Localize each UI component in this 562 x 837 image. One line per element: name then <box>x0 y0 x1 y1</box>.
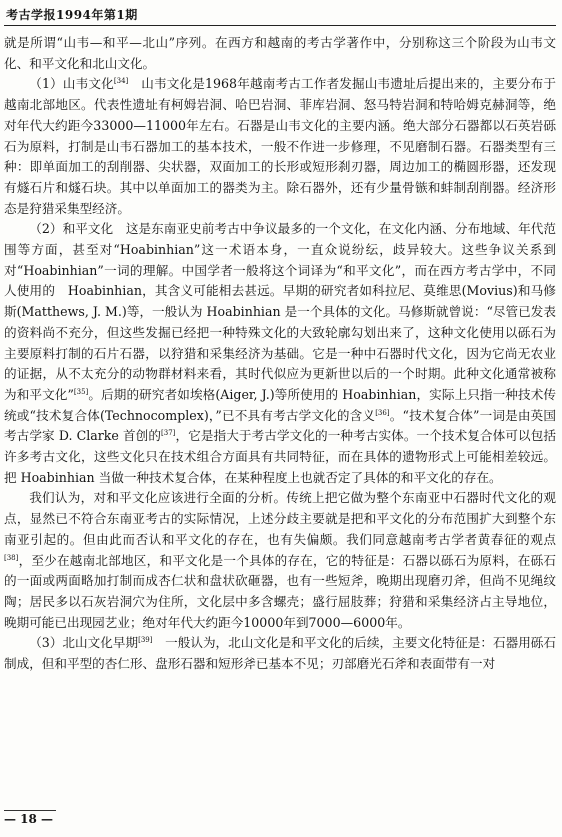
paragraph-text: （2）和平文化 这是东南亚史前考古中争议最多的一个文化，在文化内涵、分布地域、年代范围等方面，甚至对“Hoabinhian”这一术语本身，一直众说纷纭，歧异较大。这些争议关系到对“Hoabinhian”一词的理解。中国学者一般将这个词译为“和平文化”，而在西方考古学中，不同人使用的 Hoabinhian，其含义可能相去甚远。早期的研究者如科拉尼、莫维思(Movius)和马修斯(Matthews, J. M.)等，一般认为 Hoabinhian 是一个具体的文化。马修斯就曾说：“尽管已发表的资料尚不充分，但这些发掘已经把一种特殊文化的大致轮廓勾划出来了，这种文化使用以砾石为主要原料打制的石片石器，以狩猎和采集经济为基础。它是一种中石器时代文化，因为它尚无农业的证据，从不太充分的动物群材料来看，其时代似应为更新世以后的一个时期。此种文化通常被称为和平文化” <box>4 221 556 402</box>
paragraph-text: 。后期的研究者如埃格(Aiger, J.)等所使用的 Hoabinhian，实际上只指一种技术传统或“技术复合体(Technocomplex)，”已不具有考古学文化的含义 <box>4 386 556 423</box>
paragraph-text: 就是所谓“山韦—和平—北山”序列。在西方和越南的考古学著作中，分别称这三个阶段为山韦文化、和平文化和北山文化。 <box>4 35 556 71</box>
paragraph-5 <box>4 633 556 674</box>
paragraph-2 <box>4 74 556 219</box>
paragraph-text: 我们认为，对和平文化应该进行全面的分析。传统上把它做为整个东南亚中石器时代文化的观点，显然已不符合东南亚考古的实际情况，上述分歧主要就是把和平文化的分布范围扩大到整个东南亚引起的。但由此而否认和平文化的存在，也有失偏颇。我们同意越南考古学者黄春征的观点 <box>4 490 556 547</box>
article-body <box>4 33 556 675</box>
citation-ref: [37] <box>161 429 176 438</box>
journal-header: 考古学报1994年第1期 <box>6 8 138 22</box>
paragraph-1 <box>4 33 556 74</box>
paragraph-text: 。“技术复合体”一词是由英国考古学家 D. Clarke 首创的 <box>4 407 556 444</box>
footer-rule <box>4 810 56 811</box>
citation-ref: [35] <box>73 387 89 396</box>
paragraph-text: ，它是指大于考古学文化的一种考古实体。一个技术复合体可以包括许多考古文化，这些文化只在技术组合方面具有共同特征，而在具体的遗物形式上可能相差较远。把 Hoabinhian 当做一种技术复合体，在某种程度上也就否定了具体的和平文化的存在。 <box>4 428 557 485</box>
paragraph-text: 一般认为，北山文化是和平文化的后续，主要文化特征是：石器用砾石制成，但和平型的杏仁形、盘形石器和短形斧已基本不见；刃部磨光石斧和表面带有一对 <box>4 635 557 672</box>
citation-ref: [39] <box>138 636 153 645</box>
paragraph-text: （1）山韦文化 <box>29 76 114 92</box>
citation-ref: [38] <box>4 553 19 562</box>
paragraph-text: 山韦文化是1968年越南考古工作者发掘山韦遗址后提出来的，主要分布于越南北部地区。代表性遗址有柯姆岩洞、哈巴岩洞、菲库岩洞、怒马特岩洞和特哈姆克赫洞等，绝对年代大约距今33000—11000年左右。石器是山韦文化的主要内涵。绝大部分石器都以石英岩砾石为原料，打制是山韦石器加工的基本技术，一般不作进一步修理，不见磨制石器。石器类型有三种：即单面加工的刮削器、尖状器，双面加工的长形或短形刹刃器，周边加工的椭圆形器，还发现有燧石片和燧石块。其中以单面加工的器类为主。除石器外，还有少量骨镞和蚌制刮削器。经济形态是狩猎采集型经济。 <box>4 76 556 216</box>
citation-ref: [36] <box>375 408 390 417</box>
paragraph-4 <box>4 488 556 633</box>
page-number: — 18 — <box>4 812 54 826</box>
paragraph-text: ，至少在越南北部地区，和平文化是一个具体的存在，它的特征是：石器以砾石为原料，在砾石的一面或两面略加打制而成杏仁状和盘状砍砸器，也有一些短斧，晚期出现磨刃斧，但尚不见绳纹陶；居民多以石灰岩洞穴为住所，文化层中多含螺壳；盛行屈肢葬；狩猎和采集经济占主导地位，晚期可能已出现园艺业；绝对年代大约距今10000年到7000—6000年。 <box>4 552 556 630</box>
paragraph-text: （3）北山文化早期 <box>29 635 139 651</box>
citation-ref: [34] <box>113 77 129 86</box>
header-rule <box>4 25 556 26</box>
paragraph-3 <box>4 219 556 488</box>
